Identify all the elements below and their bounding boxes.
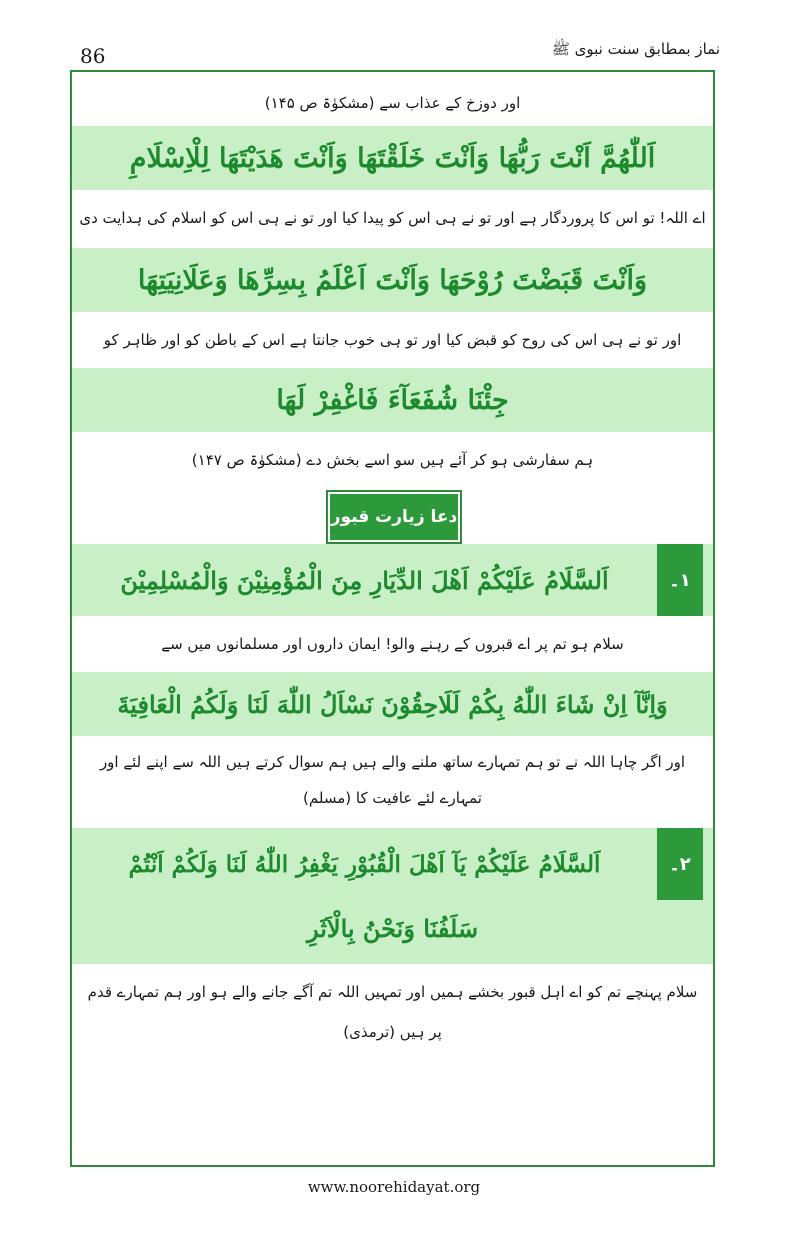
grave-dua2-urdu-line-a: سلام پہنچے تم کو اے اہل قبور بخشے ہمیں اور تمہیں اللہ تم آگے جانے والے ہو اور ہم تمہارے قدم <box>87 983 698 1001</box>
dua1-arabic-line-2: وَاَنْتَ قَبَضْتَ رُوْحَھَا وَاَنْتَ اَعْلَمُ بِسِرِّھَا وَعَلَانِیَتِھَا <box>72 248 713 312</box>
grave-dua1-number: ۱۔ <box>657 544 703 616</box>
dua1-urdu-line-1: اے اللہ! تو اس کا پروردگار ہے اور تو نے ہی اس کو پیدا کیا اور تو نے ہی اس کو اسلام کی ہدایت دی <box>79 209 706 227</box>
grave-dua2-arabic-line-2: سَلَفُنَا وَنَحْنُ بِالْاَثَرِ <box>306 913 479 943</box>
grave-dua2-urdu-line-b: پر ہیں (ترمذی) <box>343 1023 442 1041</box>
grave-dua1-urdu-line-2a: اور اگر چاہا اللہ نے تو ہم تمہارے ساتھ ملنے والے ہیں ہم سوال کرتے ہیں اللہ سے اپنے لئے اور <box>99 753 686 771</box>
grave-dua2-number: ۲۔ <box>657 828 703 900</box>
grave-dua1-urdu-line-1: سلام ہو تم پر اے قبروں کے رہنے والو! ایمان داروں اور مسلمانوں میں سے <box>161 635 624 653</box>
dua1-arabic-line-1: اَللّٰھُمَّ اَنْتَ رَبُّھَا وَاَنْتَ خَلَقْتَھَا وَاَنْتَ ھَدَیْتَھَا لِلْاِسْلَامِ <box>72 126 713 190</box>
grave-dua1-arabic-line-2: وَاِنَّآ اِنْ شَاءَ اللّٰهُ بِکُمْ لَلَاحِقُوْنَ نَسْاَلُ اللّٰهَ لَنَا وَلَکُمُ الْعَافِیَةَ <box>72 672 713 736</box>
website-url[interactable]: www.noorehidayat.org <box>307 1178 481 1196</box>
dua1-urdu-line-2: اور تو نے ہی اس کی روح کو قبض کیا اور تو ہی خوب جانتا ہے اس کے باطن کو اور ظاہر کو <box>103 331 682 349</box>
section-title-box: دعا زیارت قبور <box>328 492 460 542</box>
dua1-urdu-line-3: ہم سفارشی ہو کر آئے ہیں سو اسے بخش دے (مشکوٰۃ ص ۱۴۷) <box>191 451 594 469</box>
running-title: نماز بمطابق سنت نبوی ﷺ <box>551 40 720 58</box>
intro-line: اور دوزخ کے عذاب سے (مشکوٰۃ ص ۱۴۵) <box>264 94 521 112</box>
grave-dua2-arabic-line-1: اَلسَّلَامُ عَلَیْکُمْ یَآ اَھْلَ الْقُبُوْرِ یَغْفِرُ اللّٰهُ لَنَا وَلَکُمْ اَنْتُمْ <box>128 850 601 878</box>
grave-dua1-arabic-line-1: اَلسَّلَامُ عَلَیْکُمْ اَھْلَ الدِّیَارِ مِنَ الْمُؤْمِنِیْنَ وَالْمُسْلِمِیْنَ <box>72 544 713 616</box>
dua1-arabic-line-3: جِئْنَا شُفَعَآءَ فَاغْفِرْ لَھَا <box>72 368 713 432</box>
grave-dua1-urdu-line-2b: تمہارے لئے عافیت کا (مسلم) <box>303 789 482 807</box>
content-frame <box>70 72 715 1167</box>
page-number: 86 <box>80 44 106 68</box>
